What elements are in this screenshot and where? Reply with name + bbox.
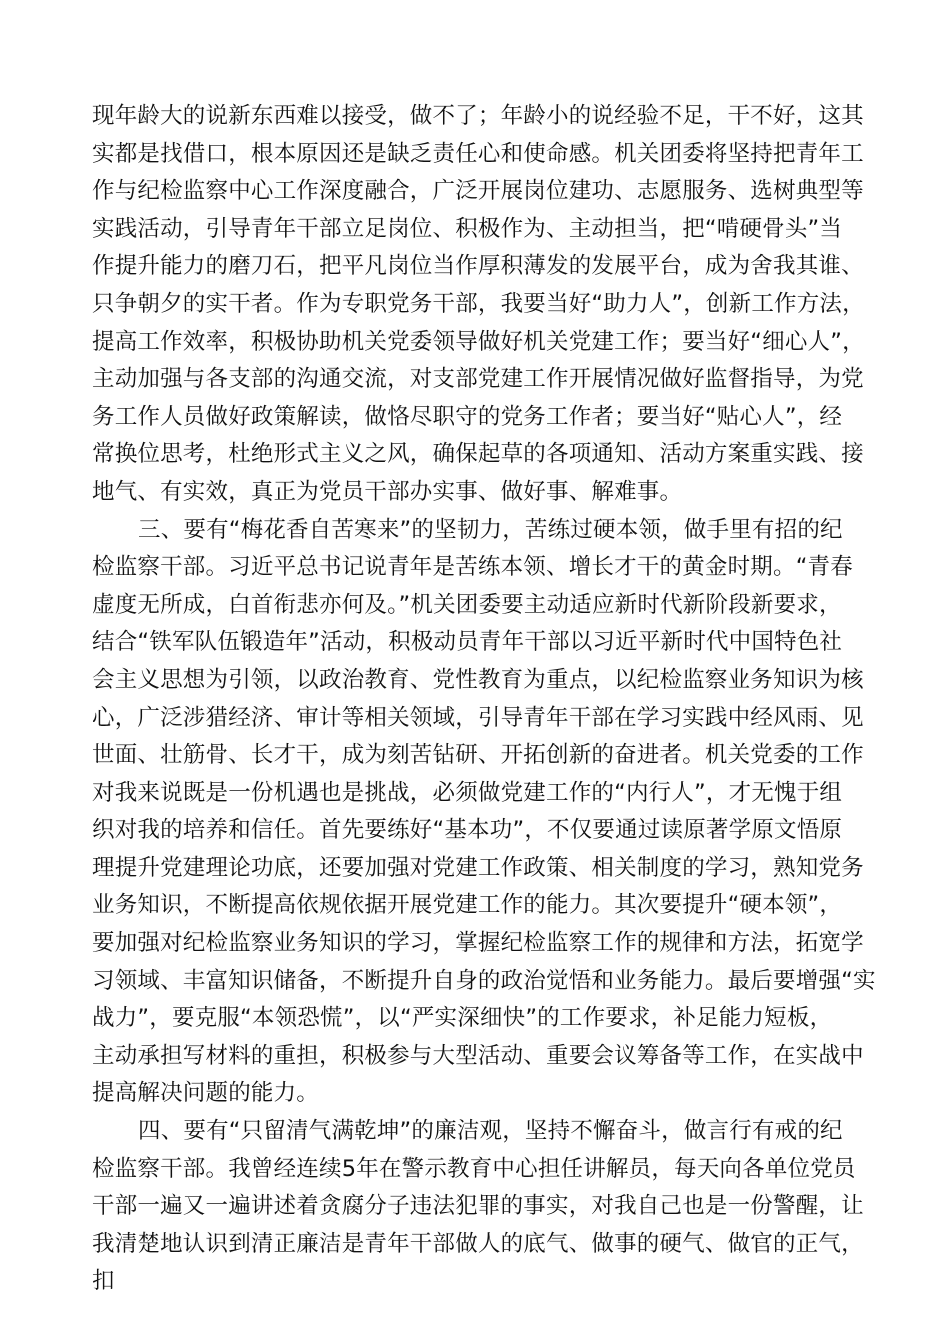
text-line: 只争朝夕的实干者。作为专职党务干部，我要当好“助力人”，创新工作方法， [92, 290, 865, 317]
text-line: 作提升能力的磨刀石，把平凡岗位当作厚积薄发的发展平台，成为舍我其谁、 [92, 253, 864, 280]
text-line: 实践活动，引导青年干部立足岗位、积极作为、主动担当，把“啃硬骨头”当 [92, 215, 843, 242]
text-line: 习领域、丰富知识储备，不断提升自身的政治觉悟和业务能力。最后要增强“实 [92, 967, 876, 994]
text-line: 现年龄大的说新东西难以接受，做不了；年龄小的说经验不足，干不好，这其 [92, 103, 864, 129]
text-line: 业务知识，不断提高依规依据开展党建工作的能力。其次要提升“硬本领”， [92, 892, 843, 919]
text-line: 心，广泛涉猎经济、审计等相关领域，引导青年干部在学习实践中经风雨、见 [92, 704, 864, 731]
text-line: 对我来说既是一份机遇也是挑战，必须做党建工作的“内行人”，才无愧于组 [92, 779, 843, 806]
text-line: 务工作人员做好政策解读，做恪尽职守的党务工作者；要当好“贴心人”，经 [92, 403, 843, 430]
text-line: 主动承担写材料的重担，积极参与大型活动、重要会议筹备等工作，在实战中 [92, 1042, 864, 1069]
document-body [92, 98, 876, 1301]
text-line: 主动加强与各支部的沟通交流，对支部党建工作开展情况做好监督指导，为党 [92, 366, 864, 393]
text-line: 扣 [92, 1268, 115, 1295]
text-line: 世面、壮筋骨、长才干，成为刻苦钻研、开拓创新的奋进者。机关党委的工作 [92, 742, 864, 769]
text-line: 我清楚地认识到清正廉洁是青年干部做人的底气、做事的硬气、做官的正气， [92, 1230, 864, 1257]
text-line: 结合“铁军队伍锻造年”活动，积极动员青年干部以习近平新时代中国特色社 [92, 629, 843, 656]
text-line: 提高解决问题的能力。 [92, 1080, 320, 1107]
text-line: 检监察干部。习近平总书记说青年是苦练本领、增长才干的黄金时期。“青春 [92, 554, 853, 581]
text-line: 常换位思考，杜绝形式主义之风，确保起草的各项通知、活动方案重实践、接 [92, 441, 864, 468]
text-line: 检监察干部。我曾经连续5年在警示教育中心担任讲解员，每天向各单位党员 [92, 1155, 856, 1182]
text-line: 会主义思想为引领，以政治教育、党性教育为重点，以纪检监察业务知识为核 [92, 666, 864, 693]
text-line: 实都是找借口，根本原因还是缺乏责任心和使命感。机关团委将坚持把青年工 [92, 140, 864, 167]
section-four-heading-line: 四、要有“只留清气满乾坤”的廉洁观，坚持不懈奋斗，做言行有戒的纪 [138, 1118, 843, 1145]
section-three-heading-line: 三、要有“梅花香自苦寒来”的坚韧力，苦练过硬本领，做手里有招的纪 [138, 516, 843, 543]
text-line: 要加强对纪检监察业务知识的学习，掌握纪检监察工作的规律和方法，拓宽学 [92, 930, 864, 957]
text-line: 理提升党建理论功底，还要加强对党建工作政策、相关制度的学习，熟知党务 [92, 854, 864, 881]
text-line: 提高工作效率，积极协助机关党委领导做好机关党建工作；要当好“细心人”， [92, 328, 865, 355]
text-line: 虚度无所成，白首衔悲亦何及。”机关团委要主动适应新时代新阶段新要求， [92, 591, 842, 618]
text-line: 作与纪检监察中心工作深度融合，广泛开展岗位建功、志愿服务、选树典型等 [92, 178, 864, 205]
text-line: 地气、有实效，真正为党员干部办实事、做好事、解难事。 [92, 478, 683, 505]
text-line: 干部一遍又一遍讲述着贪腐分子违法犯罪的事实，对我自己也是一份警醒，让 [92, 1193, 864, 1220]
text-line: 织对我的培养和信任。首先要练好“基本功”，不仅要通过读原著学原文悟原 [92, 817, 843, 844]
text-line: 战力”，要克服“本领恐慌”，以“严实深细快”的工作要求，补足能力短板， [92, 1005, 833, 1032]
